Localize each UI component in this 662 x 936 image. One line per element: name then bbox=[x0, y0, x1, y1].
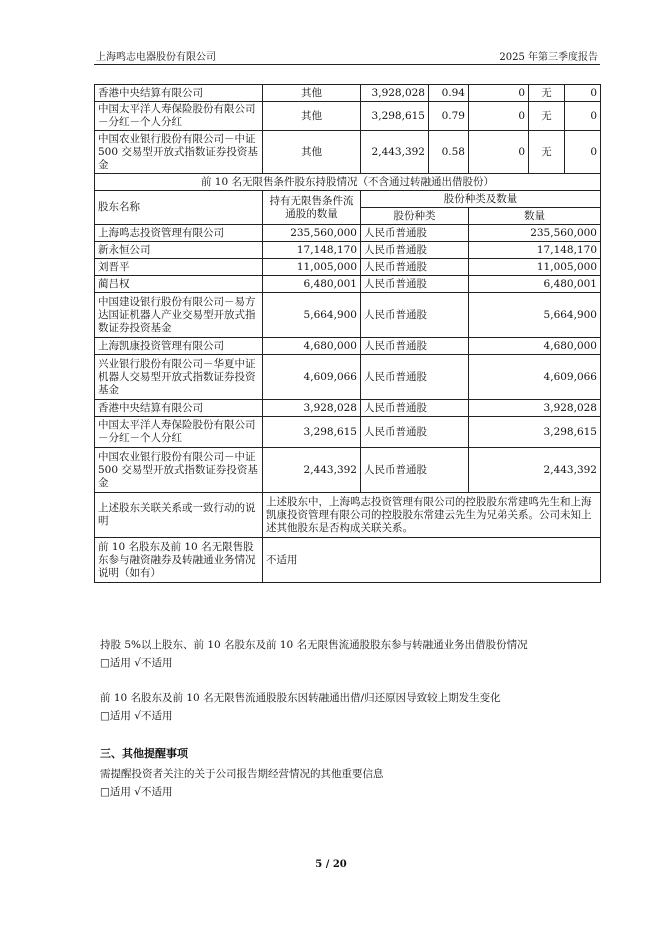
share-quantity: 4,609,066 bbox=[469, 355, 601, 400]
restricted-shares: 0 bbox=[469, 85, 529, 102]
holder-type: 其他 bbox=[263, 131, 361, 174]
col-quantity: 数量 bbox=[469, 208, 601, 225]
share-quantity: 235,560,000 bbox=[469, 225, 601, 242]
unrestricted-shares: 2,443,392 bbox=[263, 448, 361, 493]
unrestricted-shares: 6,480,001 bbox=[263, 276, 361, 293]
share-kind: 人民币普通股 bbox=[361, 225, 469, 242]
table-row bbox=[95, 417, 601, 448]
report-title: 2025 年第三季度报告 bbox=[499, 52, 598, 63]
holder-name: 中国农业银行股份有限公司－中证 500 交易型开放式指数证券投资基金 bbox=[95, 131, 263, 174]
holder-name: 新永恒公司 bbox=[95, 242, 263, 259]
holder-name: 上海凯康投资管理有限公司 bbox=[95, 338, 263, 355]
shares-held: 2,443,392 bbox=[361, 131, 429, 174]
restricted-shares: 0 bbox=[469, 102, 529, 131]
margin-row bbox=[95, 538, 601, 583]
shareholder-table bbox=[94, 84, 601, 583]
table-row bbox=[95, 131, 601, 174]
share-kind: 人民币普通股 bbox=[361, 400, 469, 417]
share-kind: 人民币普通股 bbox=[361, 355, 469, 400]
note-title: 前 10 名股东及前 10 名无限售流通股股东因转融通出借/归还原因导致较上期发生变化 bbox=[100, 692, 501, 704]
share-quantity: 17,148,170 bbox=[469, 242, 601, 259]
relation-text: 上述股东中，上海鸣志投资管理有限公司的控股股东常建鸣先生和上海凯康投资管理有限公司的控股股东常建云先生为兄弟关系。公司未知上述其他股东是否构成关联关系。 bbox=[263, 493, 601, 538]
holder-type: 其他 bbox=[263, 102, 361, 131]
pledge-qty: 0 bbox=[565, 102, 601, 131]
section-text: 需提醒投资者关注的关于公司报告期经营情况的其他重要信息 bbox=[100, 768, 384, 780]
col-holder-name: 股东名称 bbox=[95, 191, 263, 225]
unrestricted-shares: 17,148,170 bbox=[263, 242, 361, 259]
note-title: 持股 5%以上股东、前 10 名股东及前 10 名无限售流通股股东参与转融通业务出借股份情况 bbox=[100, 639, 528, 651]
section-options: □适用 √不适用 bbox=[100, 786, 173, 798]
holder-name: 上海鸣志投资管理有限公司 bbox=[95, 225, 263, 242]
table-row bbox=[95, 448, 601, 493]
page-header bbox=[94, 44, 600, 65]
share-quantity: 3,298,615 bbox=[469, 417, 601, 448]
share-pct: 0.94 bbox=[429, 85, 469, 102]
share-quantity: 2,443,392 bbox=[469, 448, 601, 493]
share-pct: 0.58 bbox=[429, 131, 469, 174]
holder-name: 中国太平洋人寿保险股份有限公司－分红－个人分红 bbox=[95, 417, 263, 448]
holder-type: 其他 bbox=[263, 85, 361, 102]
header-row bbox=[95, 191, 601, 208]
table-row bbox=[95, 225, 601, 242]
unrestricted-shares: 3,298,615 bbox=[263, 417, 361, 448]
table-row bbox=[95, 242, 601, 259]
holder-name: 刘晋平 bbox=[95, 259, 263, 276]
table-row bbox=[95, 85, 601, 102]
table-row bbox=[95, 293, 601, 338]
share-pct: 0.79 bbox=[429, 102, 469, 131]
holder-name: 中国太平洋人寿保险股份有限公司－分红－个人分红 bbox=[95, 102, 263, 131]
relation-row bbox=[95, 493, 601, 538]
unrestricted-shares: 3,928,028 bbox=[263, 400, 361, 417]
unrestricted-shares: 235,560,000 bbox=[263, 225, 361, 242]
note-options: □适用 √不适用 bbox=[100, 657, 173, 669]
note-options: □适用 √不适用 bbox=[100, 710, 173, 722]
pledge-status: 无 bbox=[529, 131, 565, 174]
section-title: 前 10 名无限售条件股东持股情况（不含通过转融通出借股份） bbox=[95, 174, 601, 191]
col-share-kind: 股份种类 bbox=[361, 208, 469, 225]
table-row bbox=[95, 259, 601, 276]
unrestricted-shares: 5,664,900 bbox=[263, 293, 361, 338]
holder-name: 香港中央结算有限公司 bbox=[95, 85, 263, 102]
table-row bbox=[95, 276, 601, 293]
share-quantity: 4,680,000 bbox=[469, 338, 601, 355]
share-kind: 人民币普通股 bbox=[361, 338, 469, 355]
col-share-class: 股份种类及数量 bbox=[361, 191, 601, 208]
pledge-qty: 0 bbox=[565, 85, 601, 102]
section-row bbox=[95, 174, 601, 191]
table-row bbox=[95, 400, 601, 417]
pledge-status: 无 bbox=[529, 85, 565, 102]
shares-held: 3,928,028 bbox=[361, 85, 429, 102]
share-kind: 人民币普通股 bbox=[361, 293, 469, 338]
share-quantity: 6,480,001 bbox=[469, 276, 601, 293]
restricted-shares: 0 bbox=[469, 131, 529, 174]
table-row bbox=[95, 338, 601, 355]
holder-name: 兴业银行股份有限公司－华夏中证机器人交易型开放式指数证券投资基金 bbox=[95, 355, 263, 400]
holder-name: 中国建设银行股份有限公司－易方达国证机器人产业交易型开放式指数证券投资基金 bbox=[95, 293, 263, 338]
holder-name: 香港中央结算有限公司 bbox=[95, 400, 263, 417]
page-number: 5 / 20 bbox=[315, 859, 347, 870]
pledge-status: 无 bbox=[529, 102, 565, 131]
unrestricted-shares: 11,005,000 bbox=[263, 259, 361, 276]
share-quantity: 5,664,900 bbox=[469, 293, 601, 338]
share-quantity: 3,928,028 bbox=[469, 400, 601, 417]
section-heading: 三、其他提醒事项 bbox=[100, 747, 188, 760]
share-kind: 人民币普通股 bbox=[361, 242, 469, 259]
table-row bbox=[95, 355, 601, 400]
holder-name: 中国农业银行股份有限公司－中证 500 交易型开放式指数证券投资基金 bbox=[95, 448, 263, 493]
col-unrestricted-shares: 持有无限售条件流通股的数量 bbox=[263, 191, 361, 225]
company-name: 上海鸣志电器股份有限公司 bbox=[96, 52, 216, 63]
unrestricted-shares: 4,609,066 bbox=[263, 355, 361, 400]
table-row bbox=[95, 102, 601, 131]
unrestricted-shares: 4,680,000 bbox=[263, 338, 361, 355]
margin-label: 前 10 名股东及前 10 名无限售股东参与融资融券及转融通业务情况说明（如有） bbox=[95, 538, 263, 583]
pledge-qty: 0 bbox=[565, 131, 601, 174]
share-quantity: 11,005,000 bbox=[469, 259, 601, 276]
share-kind: 人民币普通股 bbox=[361, 417, 469, 448]
margin-text: 不适用 bbox=[263, 538, 601, 583]
relation-label: 上述股东关联关系或一致行动的说明 bbox=[95, 493, 263, 538]
shares-held: 3,298,615 bbox=[361, 102, 429, 131]
holder-name: 蔺吕权 bbox=[95, 276, 263, 293]
share-kind: 人民币普通股 bbox=[361, 276, 469, 293]
share-kind: 人民币普通股 bbox=[361, 448, 469, 493]
share-kind: 人民币普通股 bbox=[361, 259, 469, 276]
